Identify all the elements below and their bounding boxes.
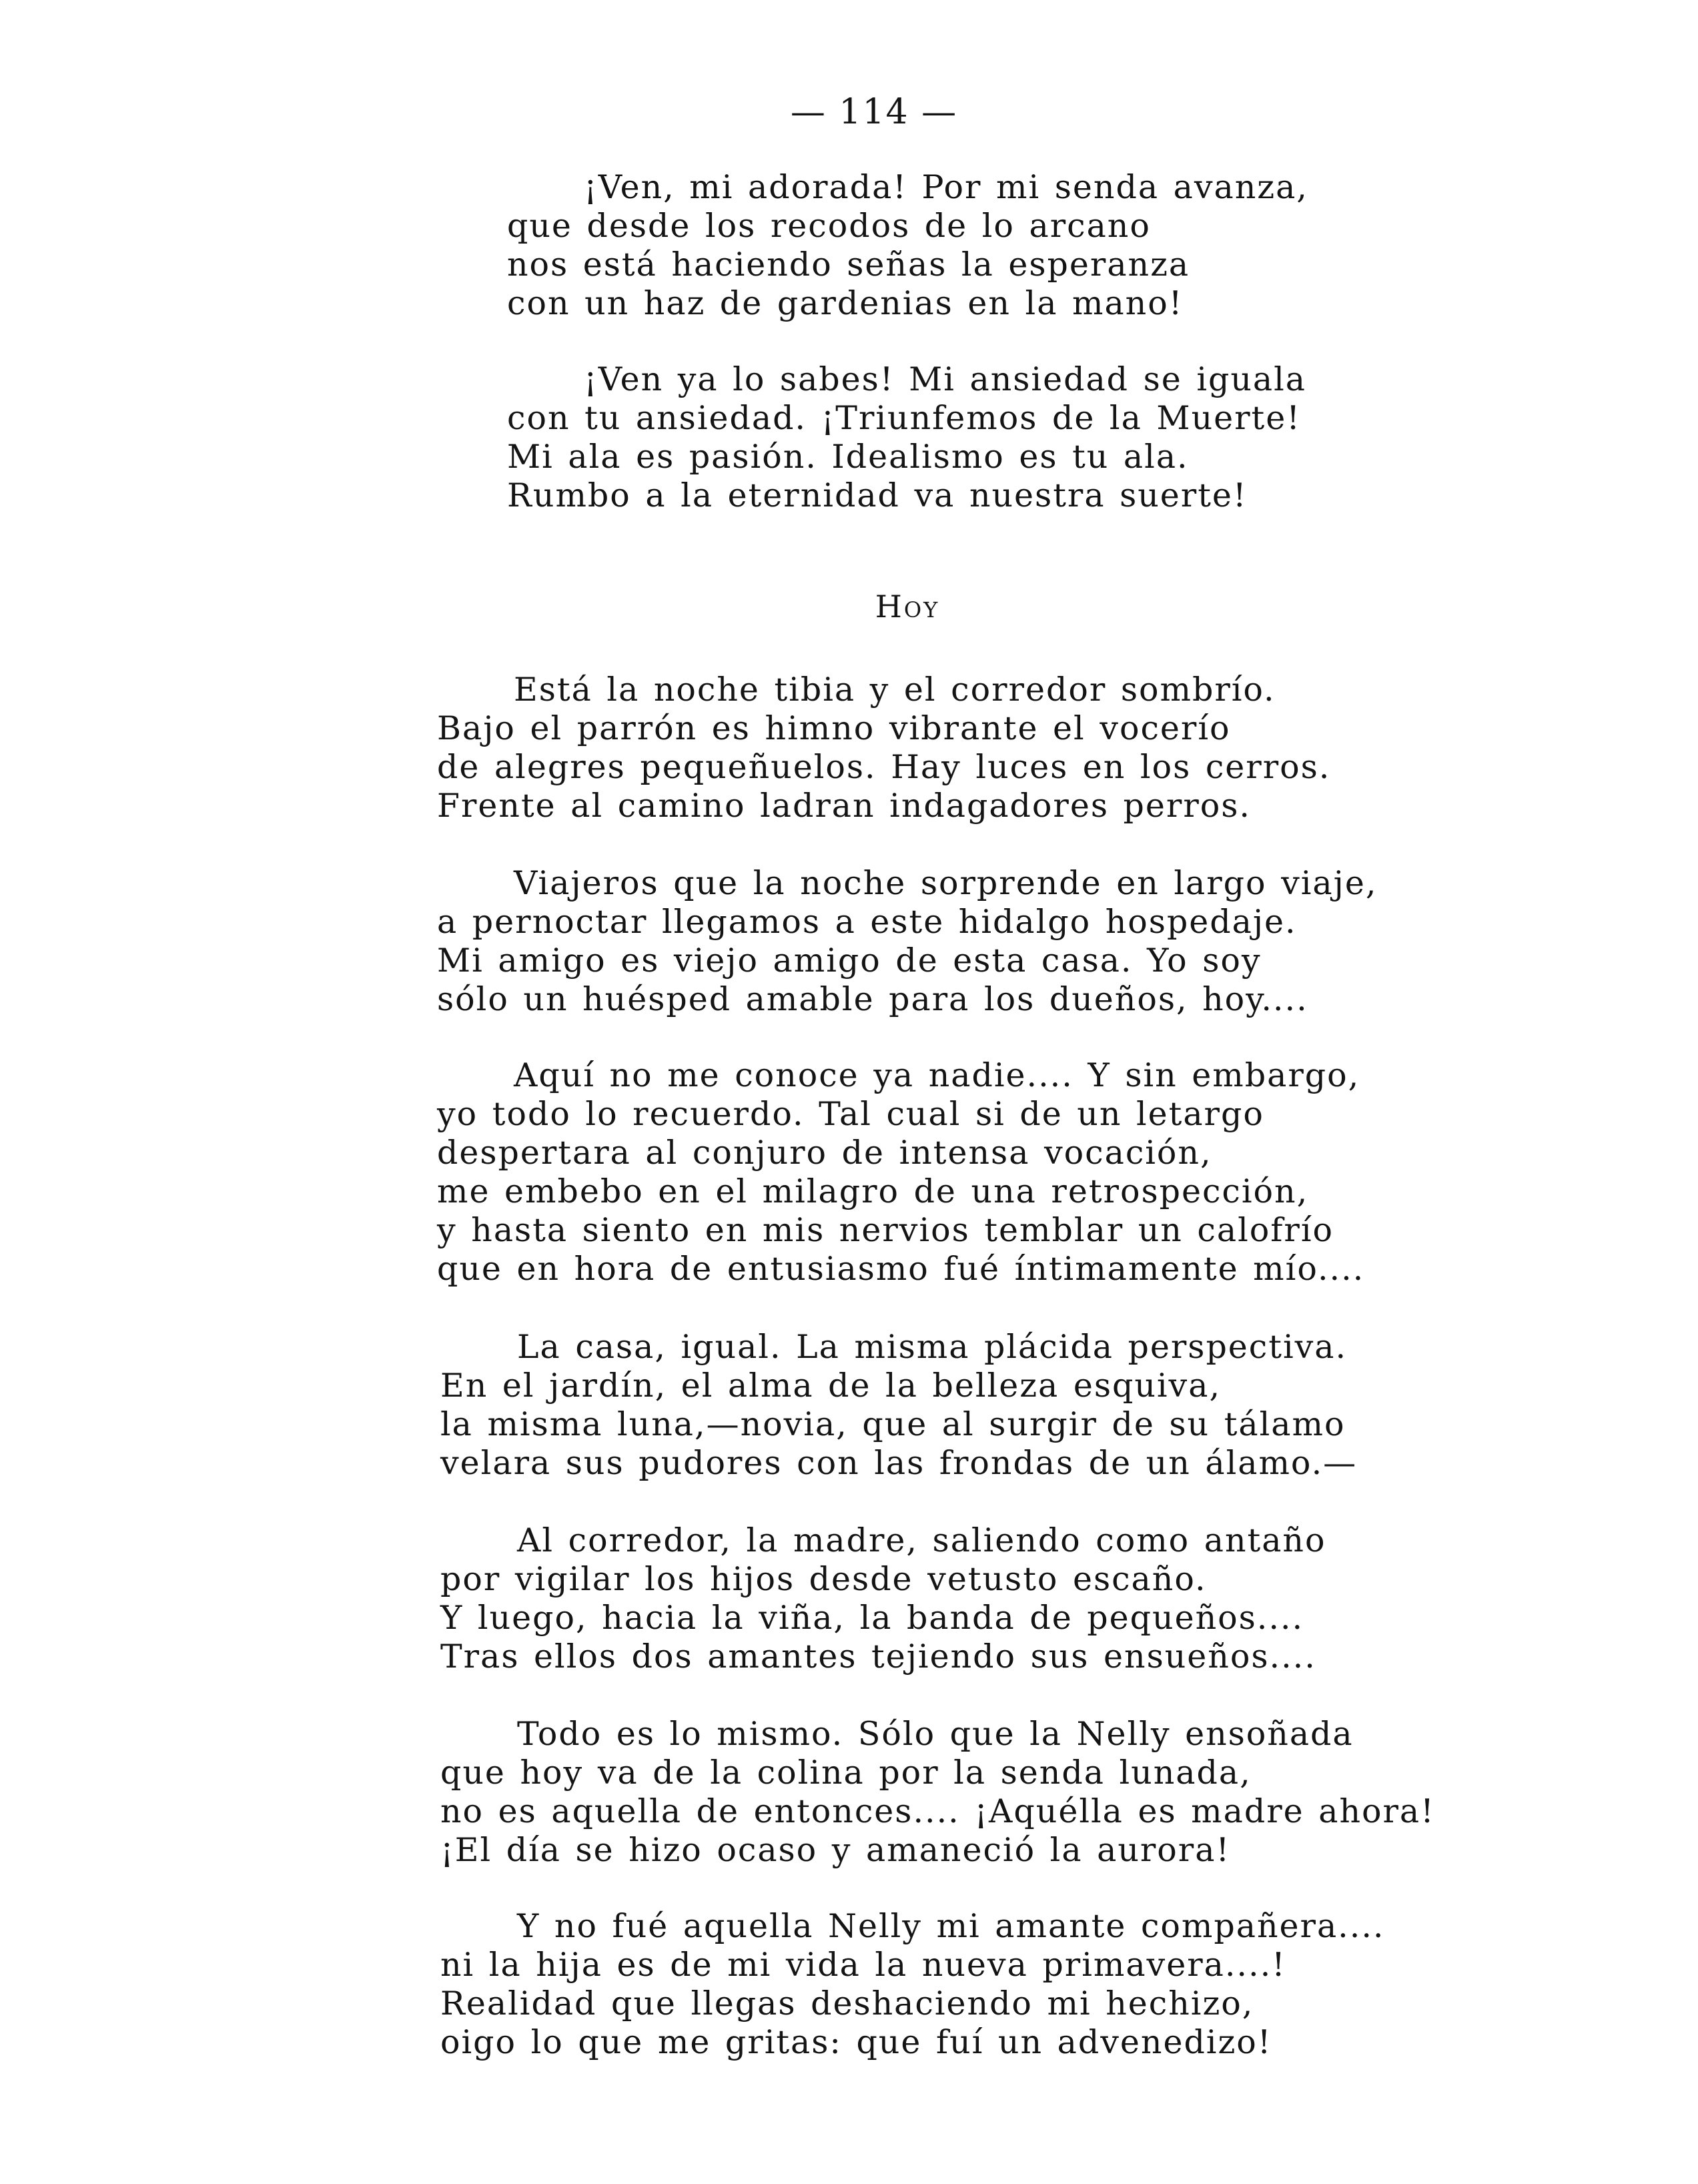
verse-line: Tras ellos dos amantes tejiendo sus ensueños.... xyxy=(440,1637,1316,1676)
stanza xyxy=(507,360,1306,515)
verse-line: Rumbo a la eternidad va nuestra suerte! xyxy=(507,476,1248,514)
stanza xyxy=(440,1907,1384,2062)
verse-line: despertara al conjuro de intensa vocación, xyxy=(437,1134,1212,1172)
verse-line: Realidad que llegas deshaciendo mi hechizo, xyxy=(440,1984,1254,2023)
stanza xyxy=(440,1521,1326,1676)
verse-line: ¡Ven, mi adorada! Por mi senda avanza, xyxy=(584,168,1308,206)
verse-line: ¡Ven ya lo sabes! Mi ansiedad se iguala xyxy=(584,360,1307,398)
verse-line: Mi ala es pasión. Idealismo es tu ala. xyxy=(507,438,1189,476)
verse-line: que desde los recodos de lo arcano xyxy=(507,207,1151,245)
verse-line: Al corredor, la madre, saliendo como antaño xyxy=(517,1521,1326,1559)
verse-line: yo todo lo recuerdo. Tal cual si de un letargo xyxy=(437,1095,1264,1133)
verse-line: Todo es lo mismo. Sólo que la Nelly ensoñada xyxy=(517,1715,1354,1753)
verse-line: La casa, igual. La misma plácida perspectiva. xyxy=(517,1328,1348,1366)
verse-line: con un haz de gardenias en la mano! xyxy=(507,284,1184,322)
verse-line: Mi amigo es viejo amigo de esta casa. Yo soy xyxy=(437,942,1262,980)
verse-line: En el jardín, el alma de la belleza esquiva, xyxy=(440,1367,1222,1405)
stanza xyxy=(437,671,1330,825)
page-number: — 114 — xyxy=(790,92,958,132)
verse-line: que hoy va de la colina por la senda lunada, xyxy=(440,1754,1252,1792)
verse-line: nos está haciendo señas la esperanza xyxy=(507,246,1190,284)
verse-line: me embebo en el milagro de una retrospección, xyxy=(437,1172,1309,1210)
verse-line: sólo un huésped amable para los dueños, hoy.... xyxy=(437,980,1308,1018)
verse-line: y hasta siento en mis nervios temblar un calofrío xyxy=(437,1211,1334,1249)
verse-line: ni la hija es de mi vida la nueva primavera....! xyxy=(440,1946,1286,1984)
stanza xyxy=(507,168,1308,323)
verse-line: por vigilar los hijos desde vetusto escaño. xyxy=(440,1560,1207,1598)
verse-line: a pernoctar llegamos a este hidalgo hospedaje. xyxy=(437,903,1297,941)
verse-line: Bajo el parrón es himno vibrante el vocerío xyxy=(437,709,1231,747)
verse-line: oigo lo que me gritas: que fuí un advenedizo! xyxy=(440,2023,1272,2061)
verse-line: que en hora de entusiasmo fué íntimamente mío.... xyxy=(437,1250,1365,1288)
verse-line: Frente al camino ladran indagadores perros. xyxy=(437,787,1251,825)
verse-line: Viajeros que la noche sorprende en largo viaje, xyxy=(514,864,1378,902)
stanza xyxy=(437,864,1377,1019)
stanza xyxy=(440,1715,1435,1870)
verse-line: con tu ansiedad. ¡Triunfemos de la Muerte! xyxy=(507,399,1301,437)
poem-title: Hoy xyxy=(875,589,940,625)
verse-line: Y luego, hacia la viña, la banda de pequeños.... xyxy=(440,1599,1304,1637)
verse-line: Aquí no me conoce ya nadie.... Y sin embargo, xyxy=(514,1056,1360,1094)
verse-line: no es aquella de entonces.... ¡Aquélla es madre ahora! xyxy=(440,1792,1435,1830)
verse-line: Está la noche tibia y el corredor sombrío. xyxy=(514,671,1276,709)
verse-line: la misma luna,—novia, que al surgir de su tálamo xyxy=(440,1405,1346,1443)
verse-line: de alegres pequeñuelos. Hay luces en los cerros. xyxy=(437,748,1331,786)
verse-line: Y no fué aquella Nelly mi amante compañera.... xyxy=(517,1907,1385,1945)
verse-line: velara sus pudores con las frondas de un álamo.— xyxy=(440,1444,1358,1482)
stanza xyxy=(440,1328,1357,1483)
stanza xyxy=(437,1056,1364,1289)
verse-line: ¡El día se hizo ocaso y amaneció la aurora! xyxy=(440,1831,1231,1869)
